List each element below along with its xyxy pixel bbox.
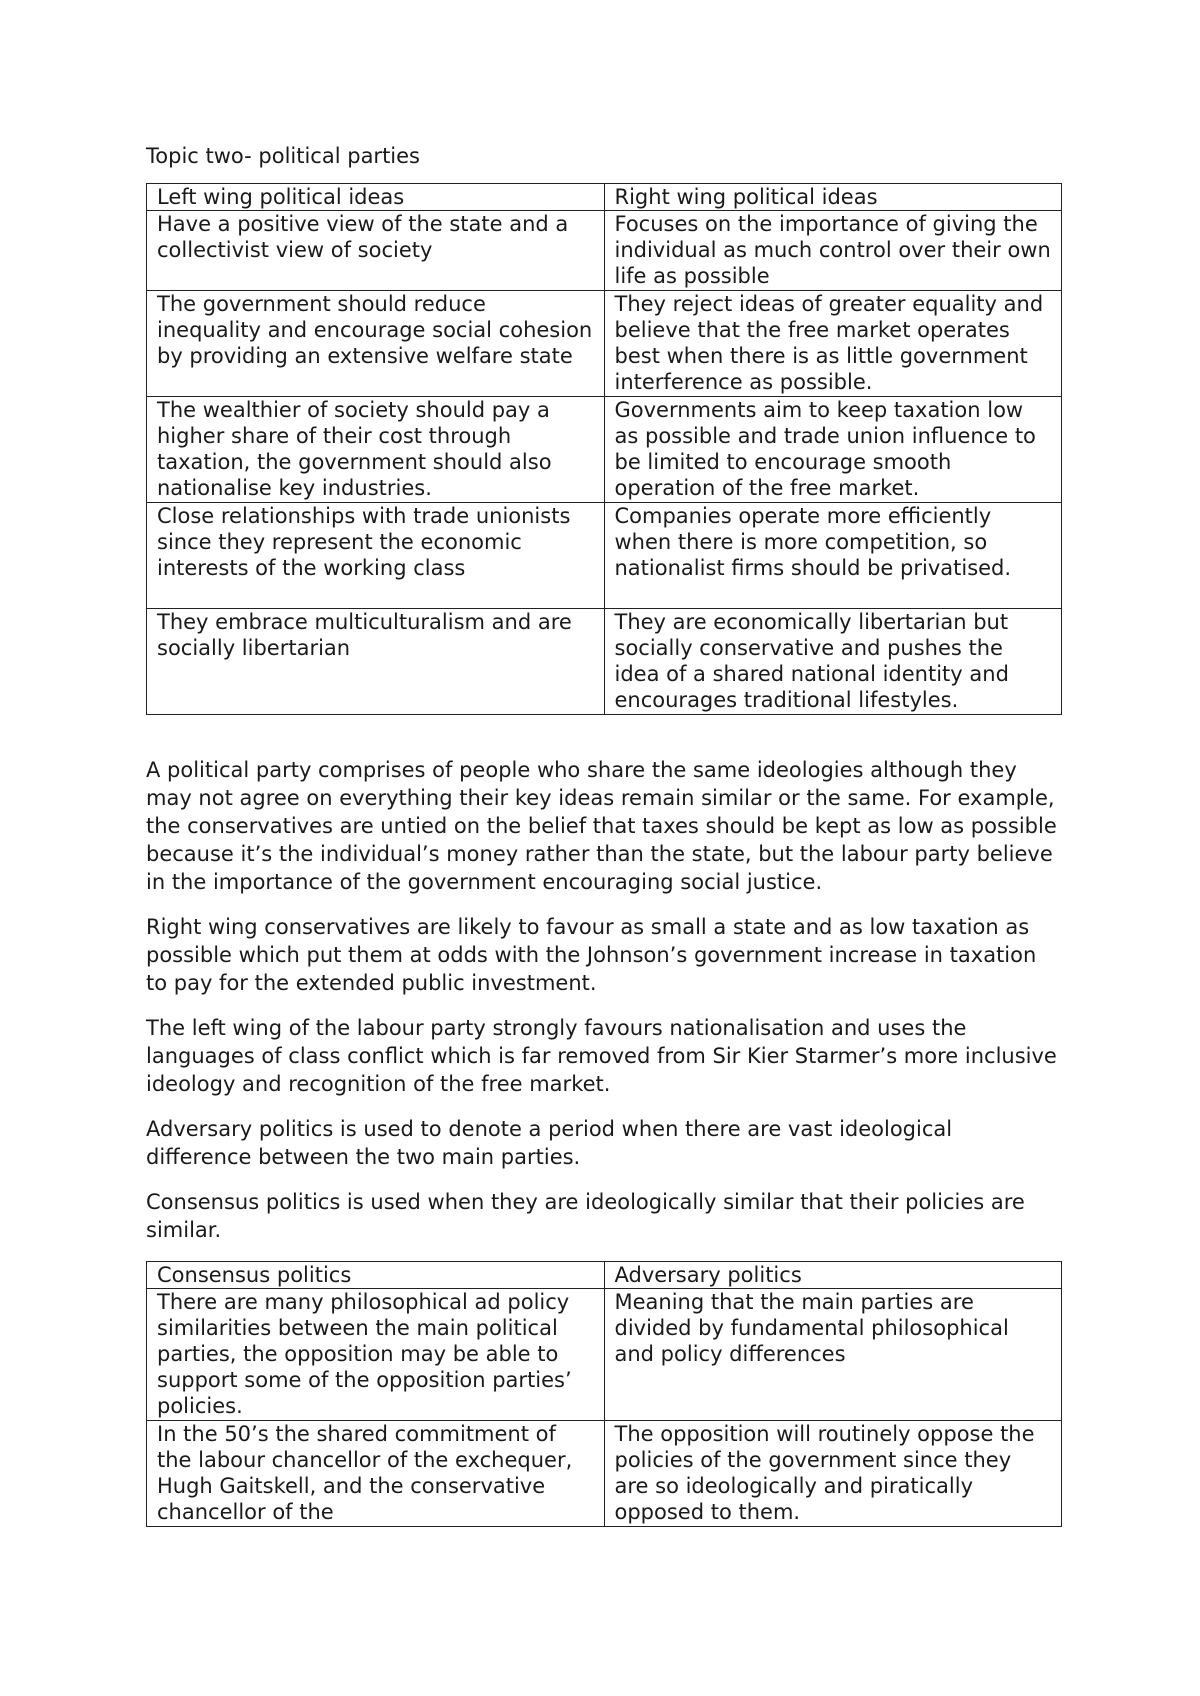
table-cell-left: In the 50’s the shared commitment of the labour chancellor of the exchequer, Hugh Gaitskell, and the conservative chancellor of the [147,1421,605,1527]
table-cell-left: The government should reduce inequality and encourage social cohesion by providing an extensive welfare state [147,291,605,397]
table-header-cell-left: Consensus politics [147,1262,605,1289]
table-cell-left: There are many philosophical ad policy similarities between the main political parties, the opposition may be able to support some of the opposition parties’ policies. [147,1289,605,1421]
paragraph-right-wing: Right wing conservatives are likely to favour as small a state and as low taxation as possible which put them at odds with the Johnson’s government increase in taxation to pay for the extended public investment. [146,915,1037,995]
table-row [147,609,1062,715]
table-cell-right: Companies operate more efficiently when there is more competition, so nationalist firms should be privatised. [604,503,1062,609]
table-cell-left: Close relationships with trade unionists since they represent the economic interests of the working class [147,503,605,609]
table-cell-left: The wealthier of society should pay a higher share of their cost through taxation, the government should also nationalise key industries. [147,397,605,503]
consensus-adversary-table [146,1261,1062,1527]
table-row [147,1289,1062,1421]
table-header-cell-right: Right wing political ideas [604,184,1062,211]
political-ideas-table [146,183,1062,715]
body-text [146,756,1062,1244]
paragraph-adversary-politics: Adversary politics is used to denote a period when there are vast ideological difference between the two main parties. [146,1117,953,1169]
table-cell-right: They are economically libertarian but socially conservative and pushes the idea of a shared national identity and encourages traditional lifestyles. [604,609,1062,715]
table-cell-left: They embrace multiculturalism and are socially libertarian [147,609,605,715]
table-row [147,397,1062,503]
table-cell-right: Focuses on the importance of giving the individual as much control over their own life as possible [604,211,1062,291]
table-row [147,1421,1062,1527]
table-header-cell-right: Adversary politics [604,1262,1062,1289]
table-cell-right: They reject ideas of greater equality and believe that the free market operates best when there is as little government interference as possible. [604,291,1062,397]
table-header-row [147,184,1062,211]
table-row [147,211,1062,291]
page-title: Topic two- political parties [146,144,420,168]
table-cell-right: The opposition will routinely oppose the policies of the government since they are so ideologically and piratically opposed to them. [604,1421,1062,1527]
paragraph-consensus-politics: Consensus politics is used when they are ideologically similar that their policies are similar. [146,1190,1025,1242]
document-page [146,143,1062,1527]
table-row [147,503,1062,609]
table-row [147,291,1062,397]
paragraph-left-wing: The left wing of the labour party strongly favours nationalisation and uses the languages of class conflict which is far removed from Sir Kier Starmer’s more inclusive ideology and recognition of the free market. [146,1016,1057,1096]
paragraph-political-party: A political party comprises of people who share the same ideologies although they may not agree on everything their key ideas remain similar or the same. For example, the conservatives are untied on the belief that taxes should be kept as low as possible because it’s the individual’s money rather than the state, but the labour party believe in the importance of the government encouraging social justice. [146,758,1057,894]
table-cell-right: Meaning that the main parties are divided by fundamental philosophical and policy differences [604,1289,1062,1421]
table-cell-right: Governments aim to keep taxation low as possible and trade union influence to be limited to encourage smooth operation of the free market. [604,397,1062,503]
table-header-cell-left: Left wing political ideas [147,184,605,211]
table-cell-left: Have a positive view of the state and a collectivist view of society [147,211,605,291]
table-header-row [147,1262,1062,1289]
